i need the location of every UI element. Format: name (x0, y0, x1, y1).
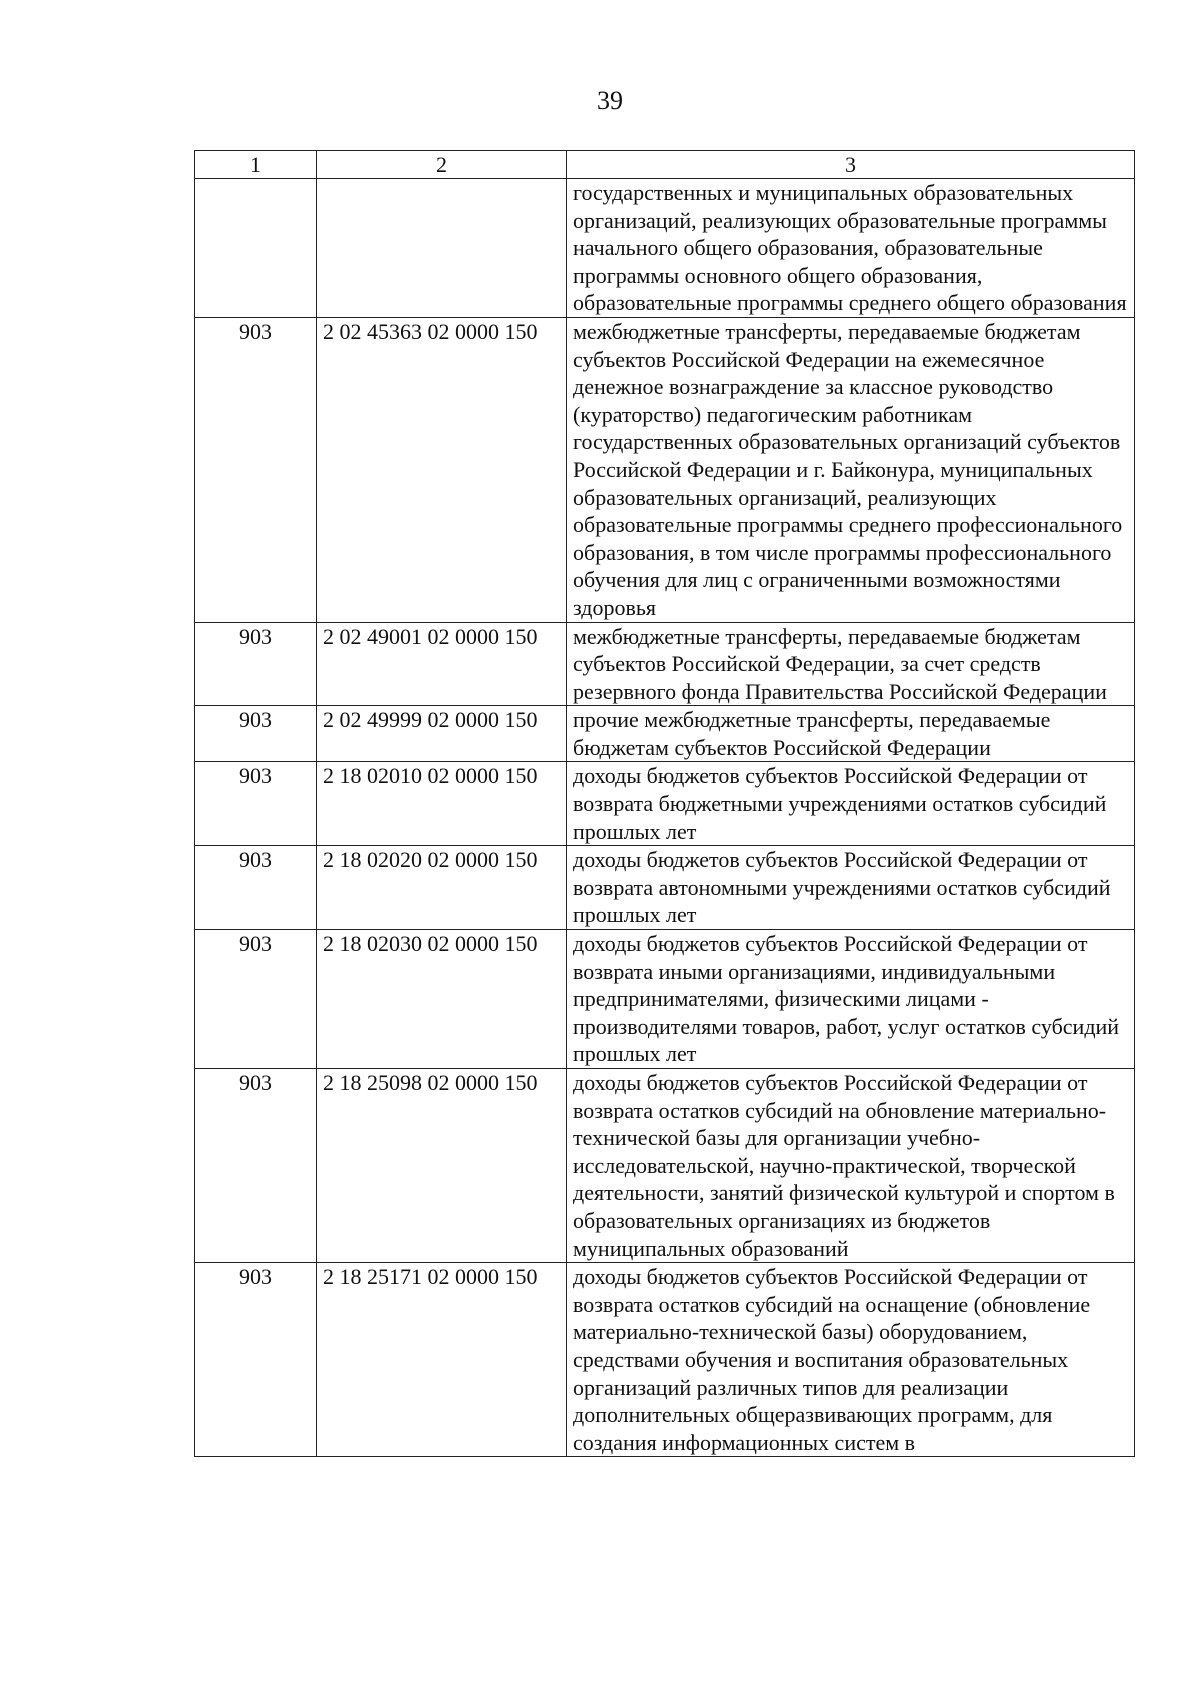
table-row (195, 846, 1135, 930)
page-number: 39 (597, 86, 623, 115)
income-code-cell: 2 02 49999 02 0000 150 (317, 706, 567, 762)
income-code-cell: 2 18 25098 02 0000 150 (317, 1069, 567, 1263)
income-code-cell: 2 02 49001 02 0000 150 (317, 622, 567, 706)
table-row (195, 1069, 1135, 1263)
table-row (195, 179, 1135, 318)
admin-code-cell: 903 (195, 706, 317, 762)
income-code-cell: 2 18 02010 02 0000 150 (317, 762, 567, 846)
description-cell: межбюджетные трансферты, передаваемые бюджетам субъектов Российской Федерации на ежемесячное денежное вознаграждение за классное руководство (кураторство) педагогическим работникам государственных образовательных организаций субъектов Российской Федерации и г. Байконура, муниципальных образовательных организаций, реализующих образовательные программы среднего профессионального образования, в том числе программы профессионального обучения для лиц с ограниченными возможностями здоровья (567, 317, 1135, 622)
admin-code-cell: 903 (195, 930, 317, 1069)
column-header-3: 3 (567, 151, 1135, 179)
income-codes-table (194, 150, 1135, 1457)
table-row (195, 762, 1135, 846)
description-cell: межбюджетные трансферты, передаваемые бюджетам субъектов Российской Федерации, за счет средств резервного фонда Правительства Российской Федерации (567, 622, 1135, 706)
table-header-row (195, 151, 1135, 179)
admin-code-cell: 903 (195, 846, 317, 930)
description-cell: доходы бюджетов субъектов Российской Федерации от возврата автономными учреждениями остатков субсидий прошлых лет (567, 846, 1135, 930)
admin-code-cell: 903 (195, 762, 317, 846)
column-header-1: 1 (195, 151, 317, 179)
table-row (195, 1263, 1135, 1457)
income-code-cell: 2 18 02030 02 0000 150 (317, 930, 567, 1069)
income-code-cell (317, 179, 567, 318)
income-code-cell: 2 02 45363 02 0000 150 (317, 317, 567, 622)
description-cell: доходы бюджетов субъектов Российской Федерации от возврата бюджетными учреждениями остатков субсидий прошлых лет (567, 762, 1135, 846)
admin-code-cell: 903 (195, 622, 317, 706)
table-row (195, 706, 1135, 762)
description-cell: доходы бюджетов субъектов Российской Федерации от возврата остатков субсидий на оснащение (обновление материально-технической базы) оборудованием, средствами обучения и воспитания образовательных организаций различных типов для реализации дополнительных общеразвивающих программ, для создания информационных систем в (567, 1263, 1135, 1457)
table-row (195, 622, 1135, 706)
column-header-2: 2 (317, 151, 567, 179)
description-cell: доходы бюджетов субъектов Российской Федерации от возврата остатков субсидий на обновление материально-технической базы для организации учебно-исследовательской, научно-практической, творческой деятельности, занятий физической культурой и спортом в образовательных организациях из бюджетов муниципальных образований (567, 1069, 1135, 1263)
income-code-cell: 2 18 02020 02 0000 150 (317, 846, 567, 930)
admin-code-cell: 903 (195, 317, 317, 622)
description-cell: государственных и муниципальных образовательных организаций, реализующих образовательные программы начального общего образования, образовательные программы основного общего образования, образовательные программы среднего общего образования (567, 179, 1135, 318)
table-row (195, 930, 1135, 1069)
description-cell: прочие межбюджетные трансферты, передаваемые бюджетам субъектов Российской Федерации (567, 706, 1135, 762)
table-row (195, 317, 1135, 622)
admin-code-cell (195, 179, 317, 318)
income-code-cell: 2 18 25171 02 0000 150 (317, 1263, 567, 1457)
description-cell: доходы бюджетов субъектов Российской Федерации от возврата иными организациями, индивидуальными предпринимателями, физическими лицами - производителями товаров, работ, услуг остатков субсидий прошлых лет (567, 930, 1135, 1069)
admin-code-cell: 903 (195, 1263, 317, 1457)
admin-code-cell: 903 (195, 1069, 317, 1263)
